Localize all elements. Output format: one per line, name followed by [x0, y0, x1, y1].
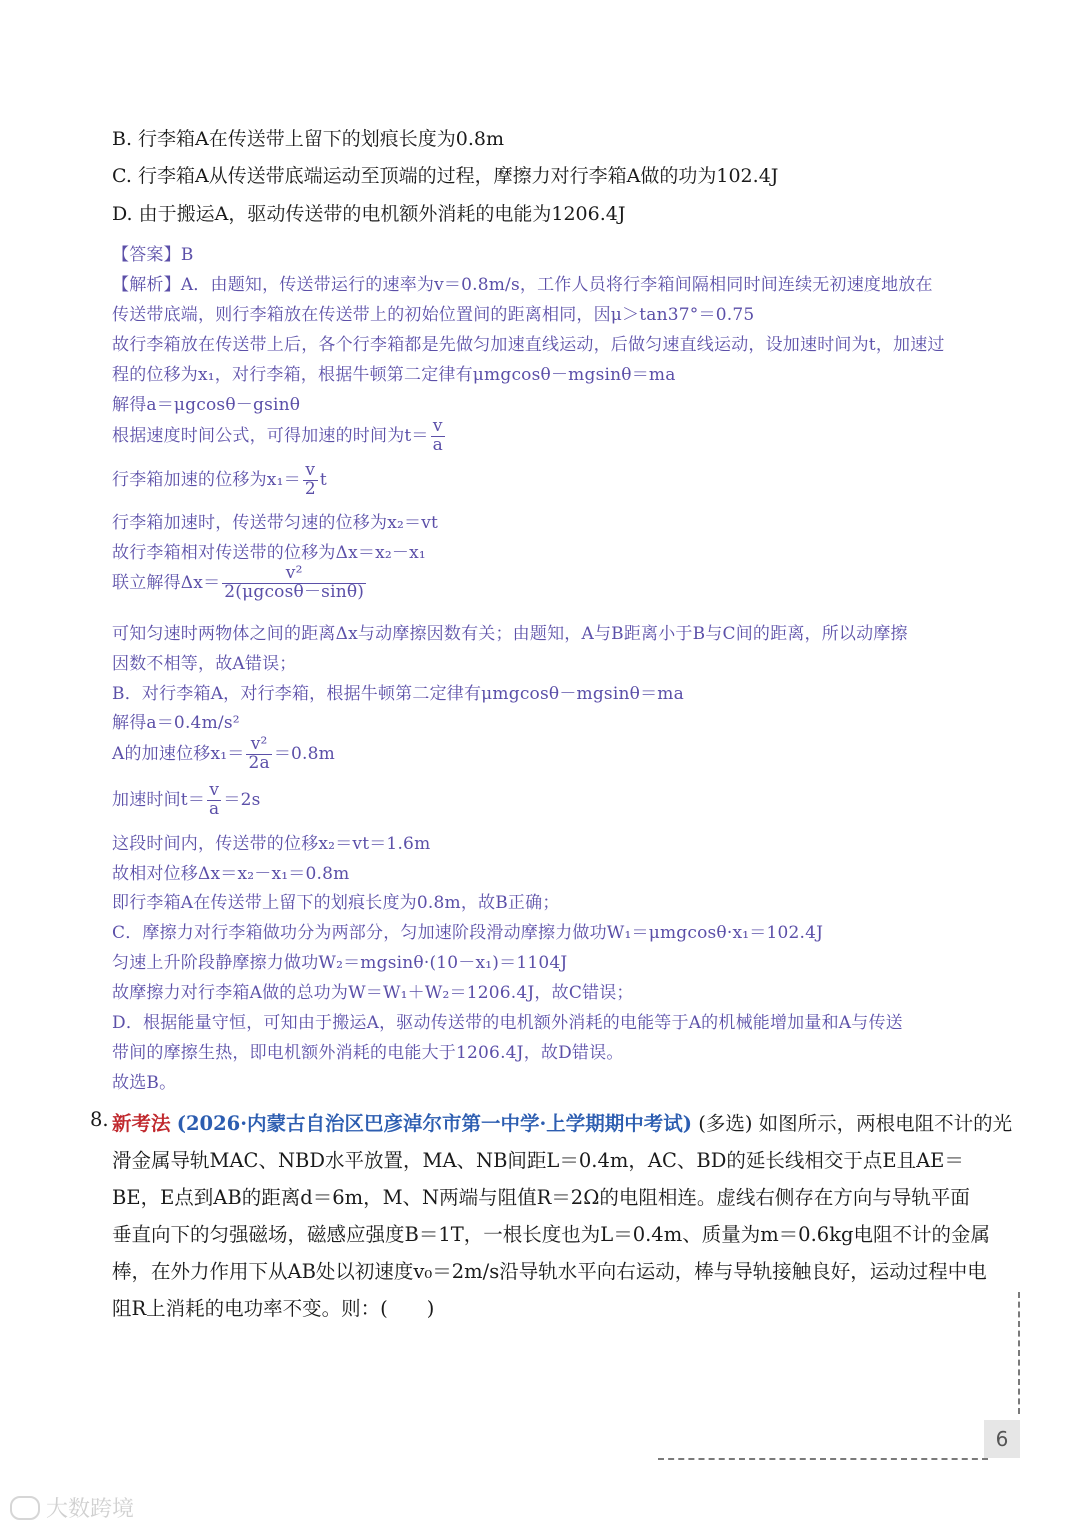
analysis-line-3: 故行李箱放在传送带上后，各个行李箱都是先做匀加速直线运动，后做匀速直线运动，设加速时间为t，加速过: [112, 335, 945, 355]
analysis-line-18: 故相对位移Δx＝x₂－x₁＝0.8m: [112, 864, 350, 884]
question-number: 8.: [90, 1108, 109, 1131]
question-line-6: 阻R上消耗的电功率不变。则：( ): [112, 1297, 435, 1320]
page-number: 6: [984, 1420, 1020, 1458]
page-border-dashed-horizontal: [658, 1458, 988, 1460]
question-line-2: 滑金属导轨MAC、NBD水平放置，MA、NB间距L＝0.4m，AC、BD的延长线相交于点E且AE＝: [112, 1149, 964, 1172]
question-line-4: 垂直向下的匀强磁场，磁感应强度B＝1T，一根长度也为L＝0.4m、质量为m＝0.6kg电阻不计的金属: [112, 1223, 990, 1246]
analysis-line-17: 这段时间内，传送带的位移x₂＝vt＝1.6m: [112, 834, 431, 854]
watermark-logo-icon: [10, 1496, 40, 1520]
question-source: (2026·内蒙古自治区巴彦淖尔市第一中学·上学期期中考试): [176, 1112, 693, 1135]
analysis-line-21: 匀速上升阶段静摩擦力做功W₂＝mgsinθ·(10－x₁)＝1104J: [112, 953, 568, 973]
watermark-text: 大数跨境: [46, 1497, 135, 1522]
analysis-line-9: 故行李箱相对传送带的位移为Δx＝x₂－x₁: [112, 543, 426, 563]
option-c: C. 行李箱A从传送带底端运动至顶端的过程，摩擦力对行李箱A做的功为102.4J: [112, 165, 779, 187]
fraction: $\frac{v}{a}$: [209, 780, 220, 819]
analysis-line-6: 根据速度时间公式，可得加速的时间为t＝ $\frac{v}{a}$: [112, 416, 443, 455]
answer-value: B: [180, 245, 194, 265]
analysis-line-2: 传送带底端，则行李箱放在传送带上的初始位置间的距离相同，因μ＞tan37°＝0.75: [112, 305, 755, 325]
answer-label: 【答案】: [112, 245, 181, 265]
option-d: D. 由于搬运A，驱动传送带的电机额外消耗的电能为1206.4J: [112, 203, 626, 225]
fraction: $\frac{\text{v²}}{2(\mu gcos\theta-\sin\theta)}$: [224, 563, 365, 602]
analysis-line-20: C．摩擦力对行李箱做功分为两部分，匀加速阶段滑动摩擦力做功W₁＝μmgcosθ·x₁＝102.4J: [112, 923, 824, 943]
question-line-1: 新考法 (2026·内蒙古自治区巴彦淖尔市第一中学·上学期期中考试) (多选) 如图所示，两根电阻不计的光: [112, 1112, 1013, 1135]
analysis-line-24: 带间的摩擦生热，即电机额外消耗的电能大于1206.4J，故D错误。: [112, 1043, 624, 1063]
watermark: [10, 1492, 134, 1523]
analysis-line-12: 因数不相等，故A错误；: [112, 654, 297, 674]
analysis-line-23: D．根据能量守恒，可知由于搬运A，驱动传送带的电机额外消耗的电能等于A的机械能增加量和A与传送: [112, 1013, 903, 1033]
analysis-line-1: 【解析】A．由题知，传送带运行的速率为v＝0.8m/s，工作人员将行李箱间隔相同时间连续无初速度地放在: [112, 275, 933, 295]
analysis-line-10: 联立解得Δx＝ $\frac{\text{v²}}{2(\mu gcos\theta-\sin\theta)}$: [112, 563, 365, 602]
analysis-line-19: 即行李箱A在传送带上留下的划痕长度为0.8m，故B正确；: [112, 893, 560, 913]
page-border-dashed-vertical: [1018, 1292, 1020, 1414]
analysis-label: 【解析】: [112, 275, 181, 295]
analysis-line-4: 程的位移为x₁，对行李箱，根据牛顿第二定律有μmgcosθ－mgsinθ＝ma: [112, 365, 676, 385]
analysis-line-11: 可知匀速时两物体之间的距离Δx与动摩擦因数有关；由题知，A与B距离小于B与C间的距离，所以动摩擦: [112, 624, 908, 644]
question-line-5: 棒，在外力作用下从AB处以初速度v₀＝2m/s沿导轨水平向右运动，棒与导轨接触良好，运动过程中电: [112, 1260, 987, 1283]
fraction: $\frac{\text{v²}}{2a}$: [248, 734, 270, 773]
analysis-line-7: 行李箱加速的位移为x₁＝ $\frac{v}{2}$ t: [112, 460, 327, 499]
analysis-line-16: 加速时间t＝ $\frac{v}{a}$ ＝2s: [112, 780, 261, 819]
question-tag: 新考法: [112, 1112, 171, 1135]
option-b: B. 行李箱A在传送带上留下的划痕长度为0.8m: [112, 128, 504, 150]
analysis-line-14: 解得a＝0.4m/s²: [112, 713, 240, 733]
analysis-line-22: 故摩擦力对行李箱A做的总功为W＝W₁＋W₂＝1206.4J，故C错误；: [112, 983, 634, 1003]
analysis-line-15: A的加速位移x₁＝ $\frac{\text{v²}}{2a}$ ＝0.8m: [112, 734, 335, 773]
question-line-3: BE，E点到AB的距离d＝6m，M、N两端与阻值R＝2Ω的电阻相连。虚线右侧存在方向与导轨平面: [112, 1186, 970, 1209]
analysis-line-25: 故选B。: [112, 1073, 177, 1093]
fraction: $\frac{v}{a}$: [432, 416, 443, 455]
analysis-line-13: B．对行李箱A，对行李箱，根据牛顿第二定律有μmgcosθ－mgsinθ＝ma: [112, 684, 684, 704]
analysis-line-5: 解得a＝μgcosθ－gsinθ: [112, 395, 301, 415]
answer-line: [112, 240, 194, 265]
fraction: $\frac{v}{2}$: [304, 460, 316, 499]
analysis-line-8: 行李箱加速时，传送带匀速的位移为x₂＝vt: [112, 513, 439, 533]
